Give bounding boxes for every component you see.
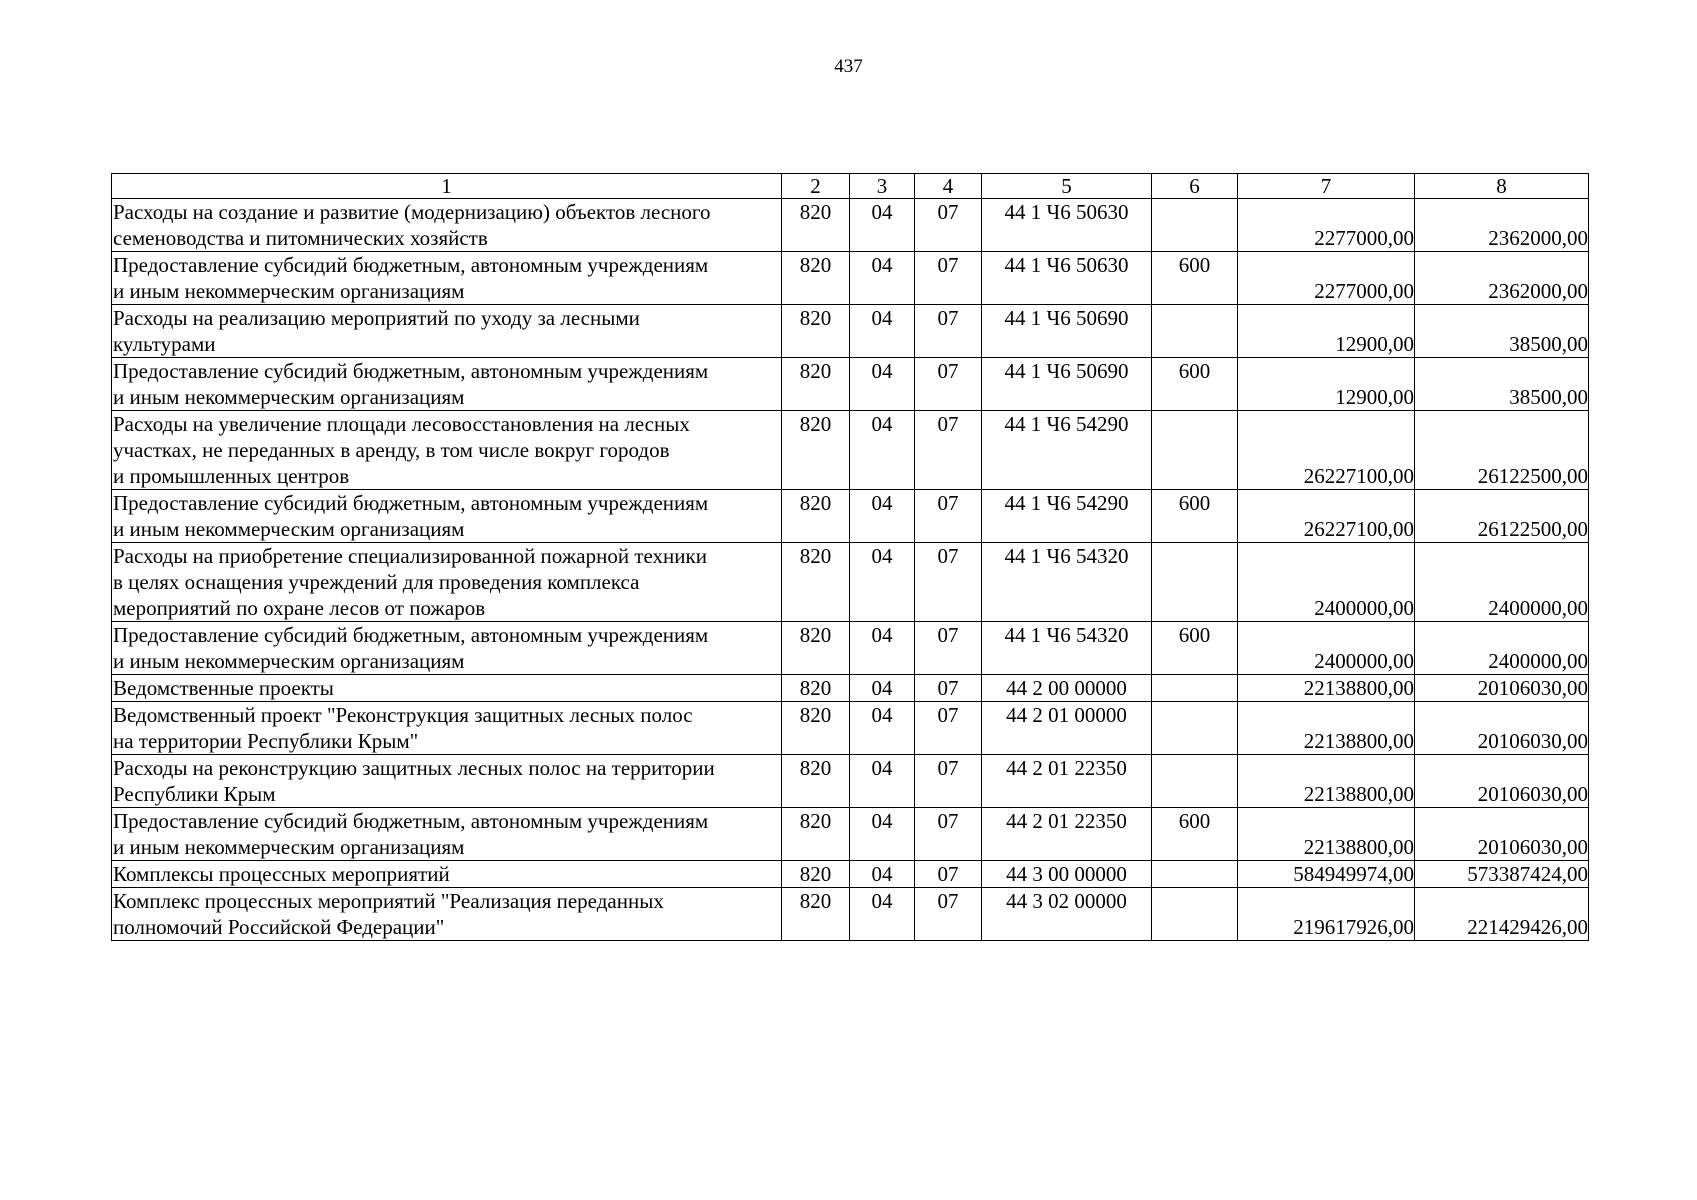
expense-type-cell: 600 [1152,490,1238,543]
expense-name-cell [112,490,782,543]
expense-name-line: на территории Республики Крым" [113,729,419,753]
expense-type-cell [1152,305,1238,358]
amount-col8-cell: 38500,00 [1415,305,1589,358]
section-cell: 04 [850,252,915,305]
expense-name-line: Расходы на создание и развитие (модернизацию) объектов лесного [113,200,711,224]
header-cell: 6 [1152,174,1238,199]
expense-name-line: Расходы на увеличение площади лесовосстановления на лесных [113,412,690,436]
expense-type-cell [1152,861,1238,888]
table-body [112,174,1589,941]
subsection-cell: 07 [915,808,982,861]
section-cell: 04 [850,490,915,543]
expense-name-line: Республики Крым [113,782,276,806]
expense-name-line: Предоставление субсидий бюджетным, автономным учреждениям [113,491,709,515]
amount-col7-cell: 22138800,00 [1238,702,1415,755]
target-article-cell: 44 1 Ч6 54320 [982,622,1152,675]
expense-type-cell [1152,675,1238,702]
header-cell: 4 [915,174,982,199]
expense-name-cell [112,622,782,675]
amount-col8-cell: 221429426,00 [1415,888,1589,941]
table-row [112,252,1589,305]
expense-name-cell [112,702,782,755]
expense-type-cell [1152,199,1238,252]
amount-col8-cell: 38500,00 [1415,358,1589,411]
amount-col7-cell: 22138800,00 [1238,675,1415,702]
expense-type-cell [1152,702,1238,755]
code-cell: 820 [782,702,850,755]
header-cell: 7 [1238,174,1415,199]
code-cell: 820 [782,675,850,702]
amount-col8-cell: 2362000,00 [1415,199,1589,252]
expense-name-cell [112,675,782,702]
code-cell: 820 [782,490,850,543]
amount-col7-cell: 26227100,00 [1238,490,1415,543]
expense-name-line: Ведомственные проекты [113,676,334,700]
section-cell: 04 [850,888,915,941]
expense-name-line: Предоставление субсидий бюджетным, автономным учреждениям [113,809,709,833]
section-cell: 04 [850,305,915,358]
section-cell: 04 [850,543,915,622]
target-article-cell: 44 1 Ч6 50690 [982,305,1152,358]
table-row [112,861,1589,888]
expense-type-cell [1152,411,1238,490]
amount-col7-cell: 12900,00 [1238,358,1415,411]
section-cell: 04 [850,755,915,808]
amount-col7-cell: 2400000,00 [1238,543,1415,622]
subsection-cell: 07 [915,490,982,543]
table-row [112,808,1589,861]
target-article-cell: 44 3 00 00000 [982,861,1152,888]
expense-name-line: Расходы на приобретение специализированной пожарной техники [113,544,707,568]
header-cell: 5 [982,174,1152,199]
amount-col8-cell: 573387424,00 [1415,861,1589,888]
section-cell: 04 [850,808,915,861]
table-row [112,305,1589,358]
expense-name-line: и иным некоммерческим организациям [113,279,465,303]
amount-col8-cell: 2400000,00 [1415,622,1589,675]
expense-name-cell [112,411,782,490]
header-cell: 3 [850,174,915,199]
expense-name-line: Расходы на реконструкцию защитных лесных полос на территории [113,756,715,780]
code-cell: 820 [782,888,850,941]
section-cell: 04 [850,199,915,252]
expense-name-line: Предоставление субсидий бюджетным, автономным учреждениям [113,253,709,277]
table-row [112,675,1589,702]
table-row [112,358,1589,411]
code-cell: 820 [782,861,850,888]
expense-name-line: Комплексы процессных мероприятий [113,862,450,886]
code-cell: 820 [782,755,850,808]
subsection-cell: 07 [915,358,982,411]
code-cell: 820 [782,252,850,305]
subsection-cell: 07 [915,702,982,755]
target-article-cell: 44 2 01 00000 [982,702,1152,755]
amount-col8-cell: 20106030,00 [1415,755,1589,808]
expense-type-cell [1152,543,1238,622]
section-cell: 04 [850,675,915,702]
expense-name-cell [112,808,782,861]
amount-col8-cell: 20106030,00 [1415,702,1589,755]
expense-name-line: участках, не переданных в аренду, в том числе вокруг городов [113,438,670,462]
code-cell: 820 [782,199,850,252]
header-cell: 8 [1415,174,1589,199]
expense-name-line: и иным некоммерческим организациям [113,385,465,409]
section-cell: 04 [850,702,915,755]
section-cell: 04 [850,861,915,888]
expense-name-line: культурами [113,332,216,356]
header-cell: 1 [112,174,782,199]
code-cell: 820 [782,622,850,675]
subsection-cell: 07 [915,675,982,702]
amount-col8-cell: 20106030,00 [1415,808,1589,861]
expense-name-cell [112,888,782,941]
code-cell: 820 [782,808,850,861]
amount-col7-cell: 2400000,00 [1238,622,1415,675]
expense-name-line: и иным некоммерческим организациям [113,835,465,859]
amount-col7-cell: 22138800,00 [1238,808,1415,861]
expense-name-line: Ведомственный проект "Реконструкция защитных лесных полос [113,703,693,727]
table-row [112,622,1589,675]
table-row [112,490,1589,543]
target-article-cell: 44 1 Ч6 50630 [982,199,1152,252]
target-article-cell: 44 1 Ч6 50630 [982,252,1152,305]
target-article-cell: 44 3 02 00000 [982,888,1152,941]
expense-name-cell [112,861,782,888]
page-number: 437 [834,56,863,77]
amount-col7-cell: 22138800,00 [1238,755,1415,808]
section-cell: 04 [850,622,915,675]
expense-name-cell [112,199,782,252]
expense-type-cell: 600 [1152,358,1238,411]
expense-name-line: полномочий Российской Федерации" [113,915,445,939]
table-row [112,755,1589,808]
code-cell: 820 [782,411,850,490]
code-cell: 820 [782,305,850,358]
target-article-cell: 44 1 Ч6 54320 [982,543,1152,622]
header-row [112,174,1589,199]
expense-type-cell [1152,888,1238,941]
expense-name-cell [112,755,782,808]
target-article-cell: 44 1 Ч6 50690 [982,358,1152,411]
table-row [112,702,1589,755]
target-article-cell: 44 2 00 00000 [982,675,1152,702]
subsection-cell: 07 [915,622,982,675]
expense-name-cell [112,358,782,411]
expense-name-line: семеноводства и питомнических хозяйств [113,226,488,250]
expense-name-line: Комплекс процессных мероприятий "Реализация переданных [113,889,664,913]
table-row [112,199,1589,252]
subsection-cell: 07 [915,543,982,622]
budget-table [111,173,1589,941]
subsection-cell: 07 [915,411,982,490]
code-cell: 820 [782,358,850,411]
section-cell: 04 [850,411,915,490]
expense-name-line: мероприятий по охране лесов от пожаров [113,596,486,620]
expense-name-line: и иным некоммерческим организациям [113,649,465,673]
subsection-cell: 07 [915,861,982,888]
table-row [112,411,1589,490]
amount-col8-cell: 26122500,00 [1415,411,1589,490]
subsection-cell: 07 [915,199,982,252]
table-row [112,888,1589,941]
target-article-cell: 44 2 01 22350 [982,755,1152,808]
subsection-cell: 07 [915,252,982,305]
expense-name-line: и промышленных центров [113,464,350,488]
code-cell: 820 [782,543,850,622]
amount-col8-cell: 20106030,00 [1415,675,1589,702]
target-article-cell: 44 1 Ч6 54290 [982,490,1152,543]
amount-col7-cell: 12900,00 [1238,305,1415,358]
expense-name-line: Предоставление субсидий бюджетным, автономным учреждениям [113,623,709,647]
target-article-cell: 44 1 Ч6 54290 [982,411,1152,490]
expense-name-line: и иным некоммерческим организациям [113,517,465,541]
amount-col7-cell: 2277000,00 [1238,199,1415,252]
target-article-cell: 44 2 01 22350 [982,808,1152,861]
amount-col7-cell: 584949974,00 [1238,861,1415,888]
expense-type-cell [1152,755,1238,808]
amount-col8-cell: 26122500,00 [1415,490,1589,543]
amount-col7-cell: 26227100,00 [1238,411,1415,490]
header-cell: 2 [782,174,850,199]
subsection-cell: 07 [915,888,982,941]
expense-type-cell: 600 [1152,252,1238,305]
expense-name-cell [112,305,782,358]
expense-name-cell [112,252,782,305]
table-row [112,543,1589,622]
section-cell: 04 [850,358,915,411]
expense-type-cell: 600 [1152,808,1238,861]
amount-col8-cell: 2400000,00 [1415,543,1589,622]
subsection-cell: 07 [915,755,982,808]
expense-name-line: Предоставление субсидий бюджетным, автономным учреждениям [113,359,709,383]
amount-col7-cell: 219617926,00 [1238,888,1415,941]
expense-name-line: в целях оснащения учреждений для проведения комплекса [113,570,640,594]
subsection-cell: 07 [915,305,982,358]
expense-name-line: Расходы на реализацию мероприятий по уходу за лесными [113,306,640,330]
amount-col8-cell: 2362000,00 [1415,252,1589,305]
expense-type-cell: 600 [1152,622,1238,675]
amount-col7-cell: 2277000,00 [1238,252,1415,305]
expense-name-cell [112,543,782,622]
